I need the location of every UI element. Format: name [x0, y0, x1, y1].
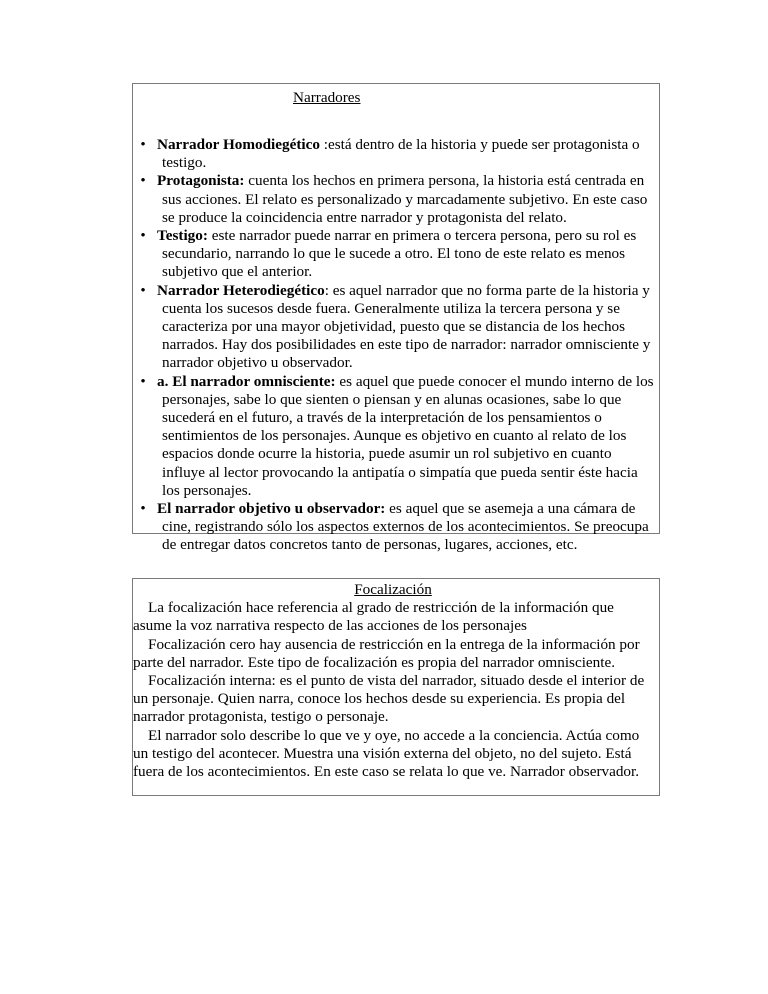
item-label: a. El narrador omnisciente:: [157, 372, 336, 390]
item-label: Testigo:: [157, 227, 208, 245]
bullet-icon: •: [140, 281, 146, 299]
item-text: :está dentro de la historia y puede ser protagonista o testigo.: [162, 136, 640, 172]
list-item: [138, 373, 655, 500]
paragraph: El narrador solo describe lo que ve y oye, no accede a la conciencia. Actúa como un testigo del acontecer. Muestra una visión externa del objeto, no del sujeto. Está fuera de los acontecimientos. En este caso se relata lo que ve. Narrador observador.: [133, 726, 640, 781]
bullet-icon: •: [140, 172, 146, 190]
focalizacion-box: [132, 578, 660, 796]
bullet-icon: •: [140, 372, 146, 390]
narradores-title: Narradores: [293, 89, 361, 106]
item-text: : es aquel narrador que no forma parte de la historia y cuenta los sucesos desde fuera. Generalmente utiliza la tercera persona y se caracteriza por una mayor objetividad, puesto que se distancia de los hechos narrados. Hay dos posibilidades en este tipo de narrador: narrador omnisciente y narrador objetivo u observador.: [162, 281, 651, 372]
bullet-icon: •: [140, 500, 146, 518]
item-text: es aquel que se asemeja a una cámara de cine, registrando sólo los aspectos externos de los acontecimientos. Se preocupa de entregar datos concretos tanto de personas, lugares, acciones, etc.: [162, 500, 649, 554]
narradores-box: [132, 83, 660, 554]
paragraph: Focalización cero hay ausencia de restricción en la entrega de la información por parte del narrador. Este tipo de focalización es propia del narrador omnisciente.: [133, 635, 640, 671]
narradores-list: [138, 136, 655, 555]
item-text: cuenta los hechos en primera persona, la historia está centrada en sus acciones. El relato es personalizado y marcadamente subjetivo. En este caso se produce la coincidencia entre narrador y protagonista del relato.: [162, 172, 648, 226]
item-label: Narrador Homodiegético: [157, 136, 320, 153]
paragraph: Focalización interna: es el punto de vista del narrador, situado desde el interior de un personaje. Quien narra, conoce los hechos desde su experiencia. Es propia del narrador protagonista, testigo o personaje.: [133, 672, 645, 726]
list-item: [138, 227, 655, 282]
list-item: [138, 500, 655, 555]
item-text: es aquel que puede conocer el mundo interno de los personajes, sabe lo que sienten o piensan y en alunas ocasiones, sabe lo que sucederá en el futuro, a través de la interpretación de los pensamientos o sentimientos de los personajes. Aunque es objetivo en cuanto al relato de los espacios donde ocurre la historia, puede asumir un rol subjetivo en cuanto influye al lector provocando la antipatía o simpatía que pueda sentir éste hacia los personajes.: [162, 372, 654, 499]
bullet-icon: •: [140, 136, 146, 153]
list-item: [138, 282, 655, 373]
item-label: El narrador objetivo u observador:: [157, 500, 386, 518]
item-text: este narrador puede narrar en primera o tercera persona, pero su rol es secundario, narrando lo que le sucede a otro. El tono de este relato es menos subjetivo que el anterior.: [162, 227, 637, 281]
focalizacion-title: Focalización: [354, 581, 432, 598]
list-item: [138, 172, 655, 227]
item-label: Protagonista:: [157, 172, 245, 190]
paragraph: La focalización hace referencia al grado de restricción de la información que asume la voz narrativa respecto de las acciones de los personajes: [133, 599, 614, 635]
list-item: [138, 136, 655, 172]
item-label: Narrador Heterodiegético: [157, 281, 325, 299]
bullet-icon: •: [140, 227, 146, 245]
